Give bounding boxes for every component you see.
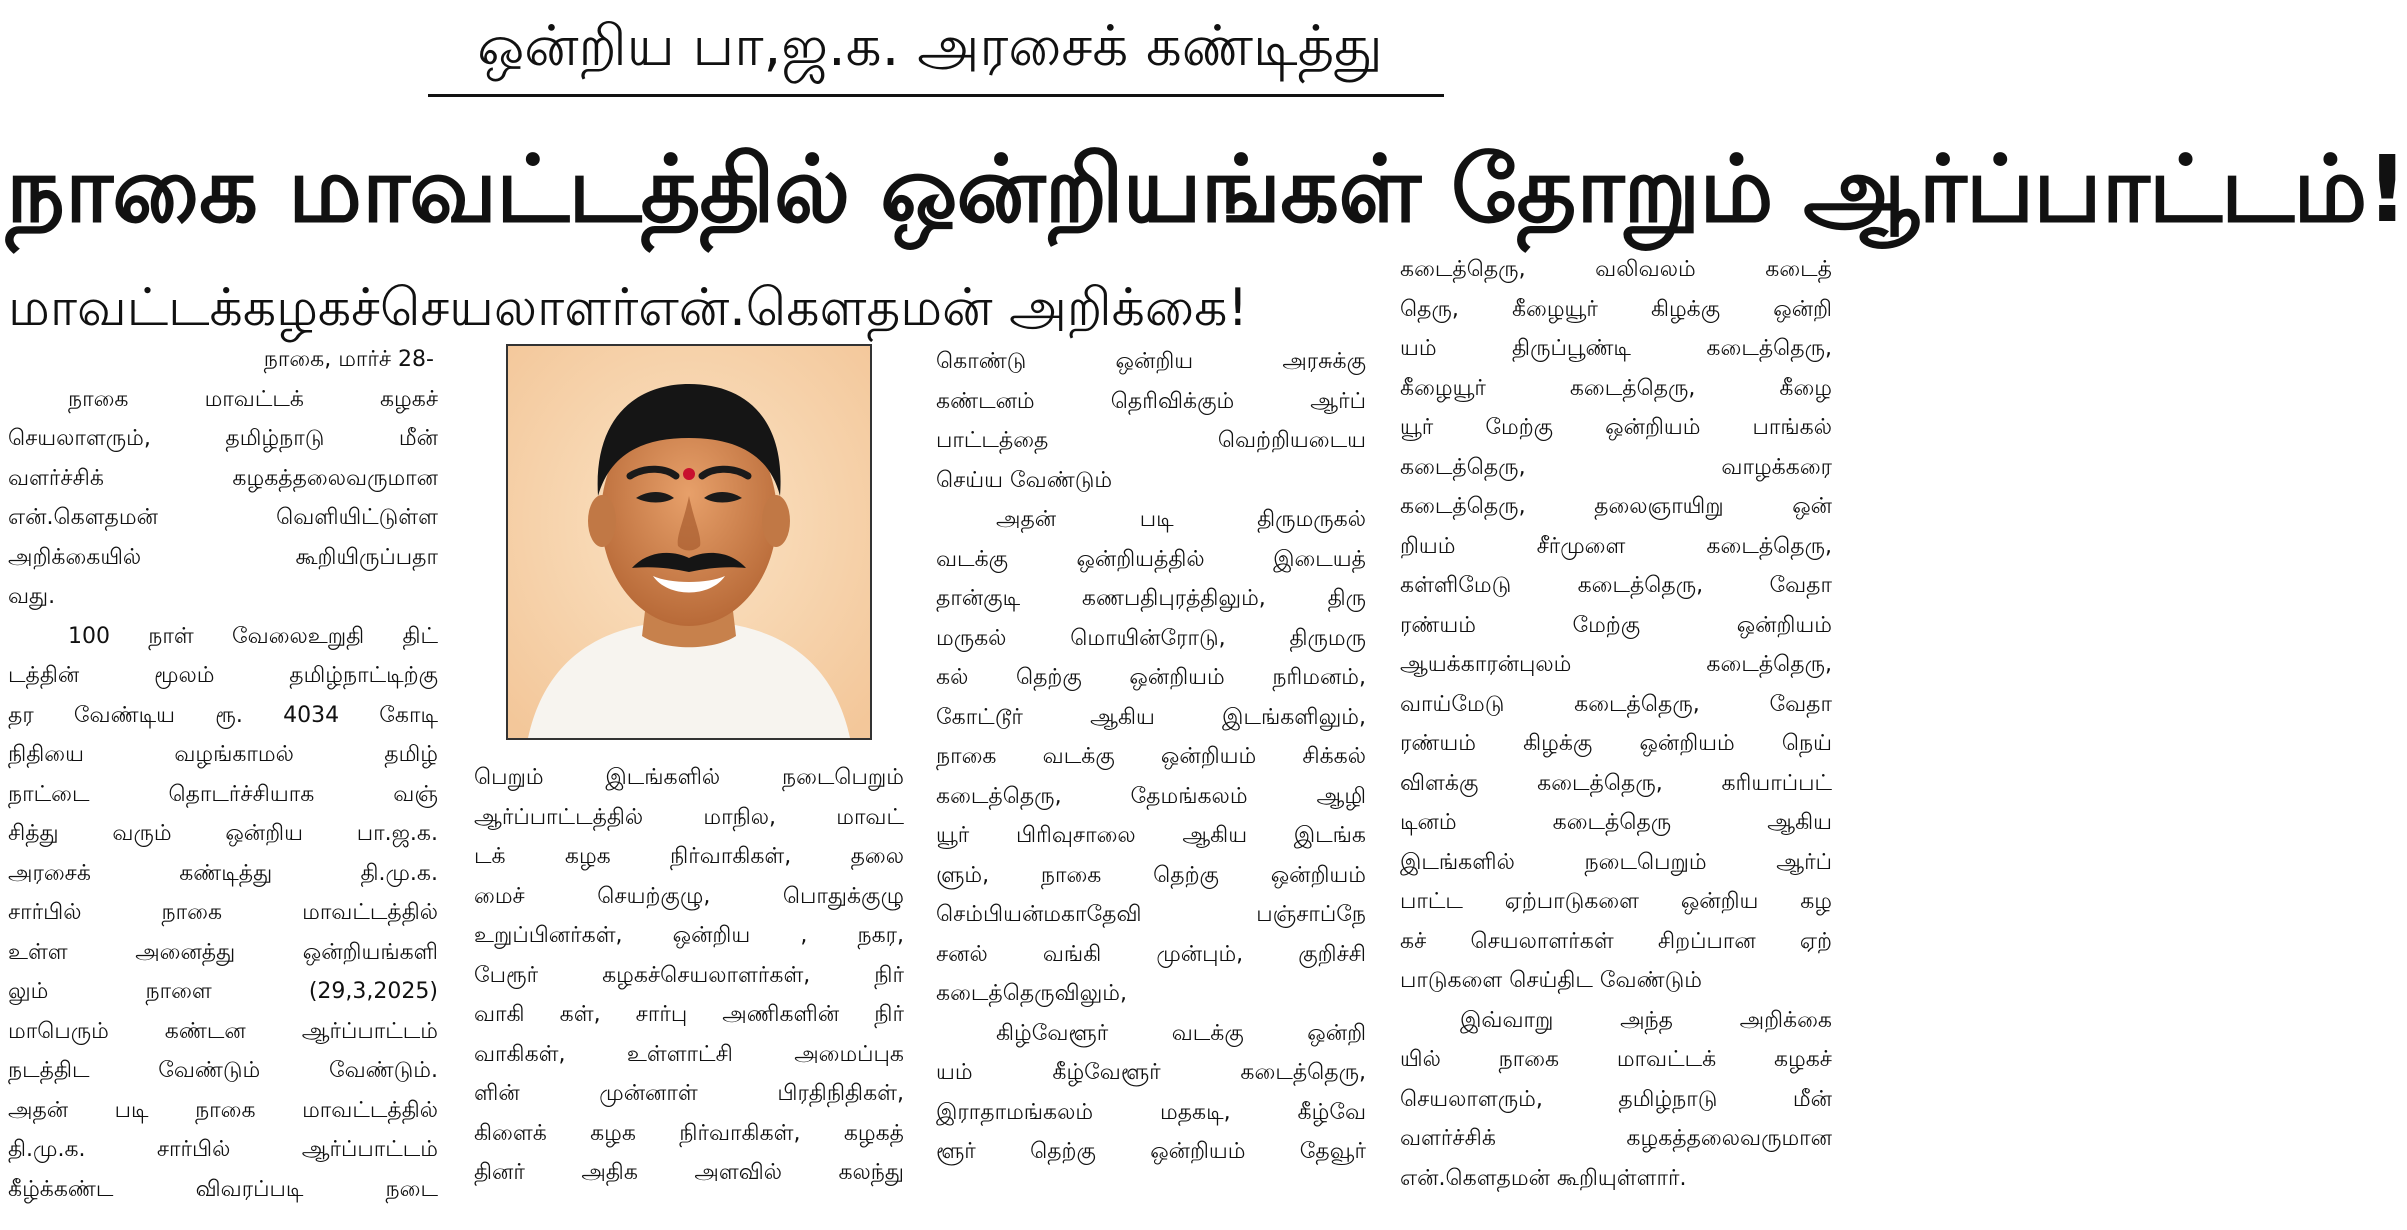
column-line: கடைத்தெரு, தலைஞாயிறு ஒன் xyxy=(1400,494,1832,519)
column-line: கிளைக் கழக நிர்வாகிகள், கழகத் xyxy=(474,1120,904,1146)
column-line: கீழையூர் கடைத்தெரு, கீழை xyxy=(1400,375,1832,401)
column-line: வளர்ச்சிக் கழகத்தலைவருமான xyxy=(8,465,438,491)
column-line: கோட்டூர் ஆகிய இடங்களிலும், xyxy=(936,704,1366,730)
column-line: என்.கௌதமன் கூறியுள்ளார். xyxy=(1400,1165,1687,1191)
column-line: உள்ள அனைத்து ஒன்றியங்களி xyxy=(8,939,438,965)
column-line: டக் கழக நிர்வாகிகள், தலை xyxy=(474,844,904,869)
subheadline: மாவட்டக்கழகச்செயலாளர்என்.கௌதமன் அறிக்கை! xyxy=(8,278,1249,338)
column-line: றியம் சீர்முளை கடைத்தெரு, xyxy=(1400,533,1832,559)
column-line: செய்ய வேண்டும் xyxy=(936,467,1113,493)
column-line: நாகை மாவட்டக் கழகச் xyxy=(68,386,438,412)
column-line: யூர் மேற்கு ஒன்றியம் பாங்கல் xyxy=(1400,415,1832,440)
column-line: பாடுகளை செய்திட வேண்டும் xyxy=(1400,968,1702,993)
article-column-3 xyxy=(936,342,1366,1172)
column-line: அரசைக் கண்டித்து தி.மு.க. xyxy=(8,860,438,886)
column-line: இராதாமங்கலம் மதகடி, கீழ்வே xyxy=(936,1099,1366,1125)
kicker-heading: ஒன்றிய பா,ஜ.க. அரசைக் கண்டித்து xyxy=(477,14,1383,79)
column-line: தி.மு.க. சார்பில் ஆர்ப்பாட்டம் xyxy=(8,1137,438,1162)
column-line: ரண்யம் கிழக்கு ஒன்றியம் நெய் xyxy=(1400,731,1832,756)
article-column-4 xyxy=(1400,250,1832,1198)
column-line: மாபெரும் கண்டன ஆர்ப்பாட்டம் xyxy=(8,1018,438,1044)
column-line: சனல் வங்கி முன்பும், குறிச்சி xyxy=(936,941,1366,967)
column-line: நிதியை வழங்காமல் தமிழ் xyxy=(8,742,438,767)
column-line: அதன் படி திருமருகல் xyxy=(996,507,1366,532)
column-line: வது. xyxy=(8,584,56,609)
column-line: கடைத்தெரு, வலிவலம் கடைத் xyxy=(1400,257,1832,282)
column-line: சார்பில் நாகை மாவட்டத்தில் xyxy=(8,900,438,925)
column-line: வாகி கள், சார்பு அணிகளின் நிர் xyxy=(474,1002,904,1027)
column-line: கச் செயலாளர்கள் சிறப்பான ஏற் xyxy=(1400,928,1832,954)
column-line: ளூர் தெற்கு ஒன்றியம் தேவூர் xyxy=(936,1139,1366,1164)
column-line: டினம் கடைத்தெரு ஆகிய xyxy=(1400,810,1832,835)
column-line: இடங்களில் நடைபெறும் ஆர்ப் xyxy=(1400,849,1832,875)
article-column-1 xyxy=(8,340,438,1209)
column-line: யம் கீழ்வேளூர் கடைத்தெரு, xyxy=(936,1060,1366,1085)
column-line: பெறும் இடங்களில் நடைபெறும் xyxy=(474,765,904,790)
column-line: வாய்மேடு கடைத்தெரு, வேதா xyxy=(1400,691,1832,717)
column-line: ஆர்ப்பாட்டத்தில் மாநில, மாவட் xyxy=(474,804,904,830)
column-line: சித்து வரும் ஒன்றிய பா.ஜ.க. xyxy=(8,821,438,846)
column-line: வடக்கு ஒன்றியத்தில் இடையத் xyxy=(936,546,1366,572)
column-line: இவ்வாறு அந்த அறிக்கை xyxy=(1460,1007,1832,1033)
portrait-illustration xyxy=(508,346,870,738)
column-line: நடத்திட வேண்டும் வேண்டும். xyxy=(8,1058,438,1083)
column-line: கீழ்க்கண்ட விவரப்படி நடை xyxy=(8,1176,438,1202)
column-line: டத்தின் மூலம் தமிழ்நாட்டிற்கு xyxy=(8,663,438,688)
column-line: தெரு, கீழையூர் கிழக்கு ஒன்றி xyxy=(1400,296,1832,322)
column-line: ளின் முன்னாள் பிரதிநிதிகள், xyxy=(474,1081,904,1106)
column-line: யூர் பிரிவுசாலை ஆகிய இடங்க xyxy=(936,823,1366,848)
column-line: நாட்டை தொடர்ச்சியாக வஞ் xyxy=(8,781,438,807)
column-line: செயலாளரும், தமிழ்நாடு மீன் xyxy=(1400,1086,1832,1112)
column-line: தினர் அதிக அளவில் கலந்து xyxy=(474,1160,904,1185)
column-line: உறுப்பினர்கள், ஒன்றிய , நகர, xyxy=(474,923,904,948)
column-line: விளக்கு கடைத்தெரு, கரியாப்பட் xyxy=(1400,770,1832,796)
column-line: தான்குடி கணபதிபுரத்திலும், திரு xyxy=(936,586,1366,611)
column-line: நாகை வடக்கு ஒன்றியம் சிக்கல் xyxy=(936,744,1366,769)
column-line: கடைத்தெருவிலும், xyxy=(936,981,1127,1006)
column-line: யம் திருப்பூண்டி கடைத்தெரு, xyxy=(1400,336,1832,361)
portrait-photo xyxy=(506,344,872,740)
column-line: கடைத்தெரு, வாழக்கரை xyxy=(1400,454,1832,480)
column-line: கண்டனம் தெரிவிக்கும் ஆர்ப் xyxy=(936,388,1366,414)
column-line: செம்பியன்மகாதேவி பஞ்சாப்நே xyxy=(936,902,1366,927)
column-line: கிழ்வேளூர் வடக்கு ஒன்றி xyxy=(996,1020,1366,1046)
article-column-2 xyxy=(474,758,904,1193)
column-line: தர வேண்டிய ரூ. 4034 கோடி xyxy=(8,702,438,728)
headline: நாகை மாவட்டத்தில் ஒன்றியங்கள் தோறும் ஆர்ப்பாட்டம்! xyxy=(6,136,2407,243)
column-line: கள்ளிமேடு கடைத்தெரு, வேதா xyxy=(1400,573,1832,598)
column-line: யில் நாகை மாவட்டக் கழகச் xyxy=(1400,1047,1832,1072)
column-line: லும் நாளை (29,3,2025) xyxy=(8,979,438,1004)
column-line: ரண்யம் மேற்கு ஒன்றியம் xyxy=(1400,612,1832,638)
column-line: பாட்டத்தை வெற்றியடைய xyxy=(936,428,1366,453)
column-line: வளர்ச்சிக் கழகத்தலைவருமான xyxy=(1400,1126,1832,1151)
column-line: மைச் செயற்குழு, பொதுக்குழு xyxy=(474,883,904,909)
column-line: அறிக்கையில் கூறியிருப்பதா xyxy=(8,544,438,570)
column-line: கடைத்தெரு, தேமங்கலம் ஆழி xyxy=(936,783,1366,809)
column-line: ஆயக்காரன்புலம் கடைத்தெரு, xyxy=(1400,652,1832,677)
column-line: கல் தெற்கு ஒன்றியம் நரிமனம், xyxy=(936,665,1366,690)
dateline: நாகை, மார்ச் 28- xyxy=(263,347,434,372)
column-line: அதன் படி நாகை மாவட்டத்தில் xyxy=(8,1097,438,1123)
column-line: என்.கௌதமன் வெளியிட்டுள்ள xyxy=(8,505,438,530)
kicker-rule xyxy=(428,94,1444,97)
column-line: கொண்டு ஒன்றிய அரசுக்கு xyxy=(936,349,1366,374)
column-line: ளும், நாகை தெற்கு ஒன்றியம் xyxy=(936,862,1366,888)
column-line: பாட்ட ஏற்பாடுகளை ஒன்றிய கழ xyxy=(1400,889,1832,914)
column-line: செயலாளரும், தமிழ்நாடு மீன் xyxy=(8,426,438,451)
column-line: 100 நாள் வேலைஉறுதி திட் xyxy=(68,623,438,649)
column-line: வாகிகள், உள்ளாட்சி அமைப்புக xyxy=(474,1041,904,1067)
column-line: மருகல் மொயின்ரோடு, திருமரு xyxy=(936,625,1366,651)
column-line: பேரூர் கழகச்செயலாளர்கள், நிர் xyxy=(474,962,904,988)
